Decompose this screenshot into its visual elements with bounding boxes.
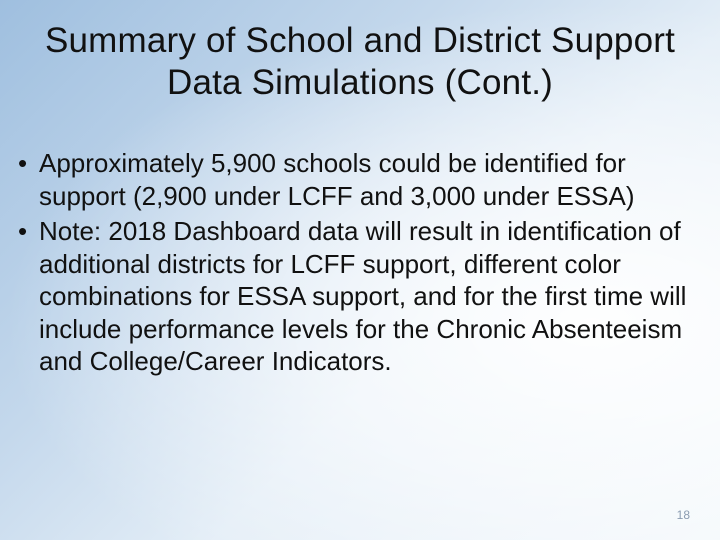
bullet-text: Note: 2018 Dashboard data will result in identification of additional districts for LCFF support, different color combinations for ESSA support, and for the first time will include performance levels for the Chronic Absenteeism and College/Career Indicators. [39,216,687,376]
bullet-item [18,215,708,378]
bullet-list [18,147,708,381]
slide-title: Summary of School and District Support Data Simulations (Cont.) [44,21,676,102]
bullet-icon: • [18,148,28,178]
bullet-item [18,147,708,212]
bullet-icon: • [18,216,28,246]
page-number: 18 [676,508,690,522]
bullet-text: Approximately 5,900 schools could be identified for support (2,900 under LCFF and 3,000 under ESSA) [39,148,635,211]
